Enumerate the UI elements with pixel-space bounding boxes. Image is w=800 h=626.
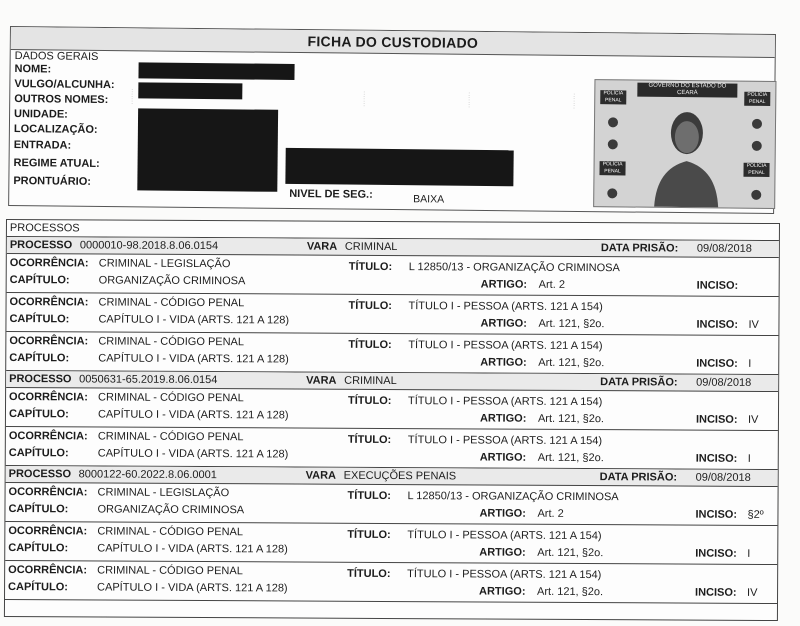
faint-bleed-text: ······· (360, 90, 368, 108)
inciso-value: §2º (747, 508, 764, 521)
label-nivel-seguranca: NIVEL DE SEG.: (289, 187, 373, 201)
label-localizacao: LOCALIZAÇÃO: (13, 123, 98, 136)
custodiado-photo (593, 79, 776, 209)
titulo-label: TÍTULO: (347, 567, 391, 581)
capitulo-value: ORGANIZAÇÃO CRIMINOSA (97, 503, 245, 517)
artigo-value: Art. 121, §2o. (537, 546, 604, 560)
capitulo-value: CAPÍTULO I - VIDA (ARTS. 121 A 128) (97, 581, 288, 595)
ocorrencia-value: CRIMINAL - CÓDIGO PENAL (97, 430, 244, 444)
policia-penal-tag: POLÍCIA PENAL (743, 163, 769, 177)
artigo-label: ARTIGO: (480, 278, 528, 291)
processo-numero: 8000122-60.2022.8.06.0001 (78, 468, 217, 482)
capitulo-value: CAPÍTULO I - VIDA (ARTS. 121 A 128) (97, 408, 289, 422)
ocorrencia-block (6, 293, 778, 336)
inciso-label: INCISO: (696, 318, 739, 331)
ficha-title: FICHA DO CUSTODIADO (11, 27, 775, 58)
redaction-unidade-block (137, 108, 278, 191)
ocorrencia-block (6, 427, 778, 470)
ocorrencia-value: CRIMINAL - CÓDIGO PENAL (98, 296, 245, 310)
inciso-value: I (747, 452, 751, 465)
inciso-value: I (747, 547, 751, 560)
inciso-label: INCISO: (696, 279, 739, 292)
artigo-label: ARTIGO: (479, 507, 526, 520)
redaction-vulgo (138, 82, 242, 99)
artigo-value: Art. 121, §2o. (537, 451, 604, 465)
ocorrencia-label: OCORRÊNCIA: (8, 486, 88, 499)
titulo-label: TÍTULO: (347, 489, 391, 503)
artigo-value: Art. 2 (537, 507, 564, 520)
ocorrencia-value: CRIMINAL - CÓDIGO PENAL (97, 564, 243, 578)
ocorrencia-value: CRIMINAL - CÓDIGO PENAL (97, 525, 244, 539)
vara-label: VARA (306, 240, 338, 253)
label-entrada: ENTRADA: (13, 139, 72, 152)
titulo-label: TÍTULO: (347, 433, 392, 447)
inciso-label: INCISO: (695, 413, 738, 426)
processo-numero: 0000010-98.2018.8.06.0154 (79, 239, 219, 253)
policia-penal-tag: POLÍCIA PENAL (744, 92, 770, 106)
processos-heading: PROCESSOS (7, 220, 779, 241)
titulo-value: TÍTULO I - PESSOA (ARTS. 121 A 154) (407, 434, 603, 448)
artigo-label: ARTIGO: (479, 585, 526, 598)
label-outros-nomes: OUTROS NOMES: (14, 93, 109, 107)
capitulo-value: CAPÍTULO I - VIDA (ARTS. 121 A 128) (97, 447, 289, 461)
artigo-label: ARTIGO: (480, 317, 527, 330)
ocorrencia-label: OCORRÊNCIA: (9, 257, 89, 270)
ocorrencia-block (6, 388, 778, 431)
ocorrencia-block (5, 522, 777, 565)
inciso-label: INCISO: (696, 357, 738, 370)
capitulo-label: CAPÍTULO: (8, 447, 69, 460)
vara-label: VARA (305, 469, 337, 482)
titulo-value: TÍTULO I - PESSOA (ARTS. 121 A 154) (408, 339, 603, 353)
faint-bleed-text: ······· (570, 92, 578, 110)
ocorrencia-block (7, 254, 779, 297)
ficha-header-box (8, 26, 776, 214)
vara-label: VARA (306, 374, 337, 387)
titulo-value: L 12850/13 - ORGANIZAÇÃO CRIMINOSA (408, 261, 620, 275)
nivel-seguranca-value: BAIXA (413, 193, 445, 206)
capitulo-label: CAPÍTULO: (8, 581, 68, 594)
ocorrencia-value: CRIMINAL - LEGISLAÇÃO (98, 257, 231, 271)
artigo-label: ARTIGO: (480, 356, 527, 369)
artigo-value: Art. 121, §2o. (538, 317, 605, 331)
artigo-value: Art. 2 (538, 278, 565, 291)
processo-label: PROCESSO (9, 239, 73, 252)
ocorrencia-label: OCORRÊNCIA: (8, 525, 88, 538)
ocorrencia-block (6, 332, 778, 375)
photo-banner: GOVERNO DO ESTADO DO CEARÁ (637, 83, 737, 98)
data-prisao-label: DATA PRISÃO: (600, 376, 678, 389)
data-prisao-value: 09/08/2018 (696, 376, 752, 389)
inciso-value: IV (747, 586, 758, 599)
titulo-value: TÍTULO I - PESSOA (ARTS. 121 A 154) (407, 568, 602, 582)
ocorrencia-label: OCORRÊNCIA: (8, 564, 88, 577)
capitulo-value: CAPÍTULO I - VIDA (ARTS. 121 A 128) (98, 313, 290, 327)
artigo-label: ARTIGO: (479, 546, 526, 559)
faint-bleed-text: ······· (128, 88, 136, 105)
label-nome: NOME: (14, 63, 52, 76)
artigo-value: Art. 121, §2o. (537, 585, 604, 599)
inciso-label: INCISO: (695, 508, 738, 521)
ocorrencia-block (5, 561, 777, 604)
capitulo-value: CAPÍTULO I - VIDA (ARTS. 121 A 128) (98, 352, 289, 366)
capitulo-label: CAPÍTULO: (9, 313, 70, 326)
ocorrencia-label: OCORRÊNCIA: (9, 391, 88, 404)
inciso-label: INCISO: (695, 452, 738, 465)
label-regime-atual: REGIME ATUAL: (13, 157, 100, 170)
vara-value: EXECUÇÕES PENAIS (343, 469, 457, 483)
person-silhouette-icon (594, 80, 775, 208)
titulo-value: TÍTULO I - PESSOA (ARTS. 121 A 154) (408, 395, 603, 409)
inciso-value: I (748, 357, 752, 370)
redaction-nome (138, 62, 294, 80)
titulo-value: TÍTULO I - PESSOA (ARTS. 121 A 154) (407, 529, 602, 543)
ocorrencia-value: CRIMINAL - LEGISLAÇÃO (97, 486, 230, 500)
inciso-value: IV (748, 318, 759, 331)
processo-label: PROCESSO (8, 468, 72, 481)
policia-penal-tag: POLÍCIA PENAL (600, 90, 626, 104)
ocorrencia-value: CRIMINAL - CÓDIGO PENAL (98, 335, 245, 349)
ocorrencia-label: OCORRÊNCIA: (9, 335, 89, 348)
faint-bleed-text: ······· (465, 91, 473, 109)
data-prisao-label: DATA PRISÃO: (599, 471, 678, 484)
artigo-value: Art. 121, §2o. (538, 356, 605, 370)
processo-label: PROCESSO (9, 373, 72, 386)
ocorrencia-label: OCORRÊNCIA: (8, 430, 88, 443)
redaction-regime (285, 148, 513, 186)
capitulo-value: ORGANIZAÇÃO CRIMINOSA (98, 274, 246, 288)
ocorrencia-label: OCORRÊNCIA: (9, 296, 89, 309)
processos-list (5, 237, 779, 604)
label-unidade: UNIDADE: (14, 108, 68, 121)
label-prontuario: PRONTUÁRIO: (13, 175, 92, 188)
policia-penal-tag: POLÍCIA PENAL (599, 162, 625, 176)
titulo-value: L 12850/13 - ORGANIZAÇÃO CRIMINOSA (407, 490, 619, 504)
inciso-label: INCISO: (695, 547, 737, 560)
inciso-label: INCISO: (695, 586, 737, 599)
label-vulgo: VULGO/ALCUNHA: (14, 78, 115, 92)
dados-gerais-label: DADOS GERAIS (14, 50, 99, 63)
processo-numero: 0050631-65.2019.8.06.0154 (79, 373, 218, 387)
capitulo-value: CAPÍTULO I - VIDA (ARTS. 121 A 128) (97, 542, 288, 556)
processos-section (4, 219, 780, 621)
titulo-value: TÍTULO I - PESSOA (ARTS. 121 A 154) (408, 300, 603, 314)
capitulo-label: CAPÍTULO: (9, 352, 70, 365)
artigo-label: ARTIGO: (479, 412, 527, 425)
titulo-label: TÍTULO: (348, 394, 392, 408)
vara-value: CRIMINAL (344, 240, 398, 254)
titulo-label: TÍTULO: (347, 528, 391, 542)
capitulo-label: CAPÍTULO: (8, 503, 69, 516)
capitulo-label: CAPÍTULO: (9, 274, 70, 287)
artigo-label: ARTIGO: (479, 451, 527, 464)
inciso-value: IV (747, 413, 759, 426)
titulo-label: TÍTULO: (348, 338, 392, 352)
capitulo-label: CAPÍTULO: (8, 542, 69, 555)
artigo-value: Art. 121, §2o. (537, 412, 605, 426)
data-prisao-value: 09/08/2018 (696, 242, 752, 255)
titulo-label: TÍTULO: (348, 260, 393, 274)
capitulo-label: CAPÍTULO: (8, 408, 69, 421)
vara-value: CRIMINAL (344, 374, 397, 388)
data-prisao-value: 09/08/2018 (695, 471, 751, 484)
ocorrencia-block (5, 483, 777, 526)
titulo-label: TÍTULO: (348, 299, 392, 313)
ocorrencia-value: CRIMINAL - CÓDIGO PENAL (98, 391, 244, 405)
data-prisao-label: DATA PRISÃO: (600, 242, 679, 255)
